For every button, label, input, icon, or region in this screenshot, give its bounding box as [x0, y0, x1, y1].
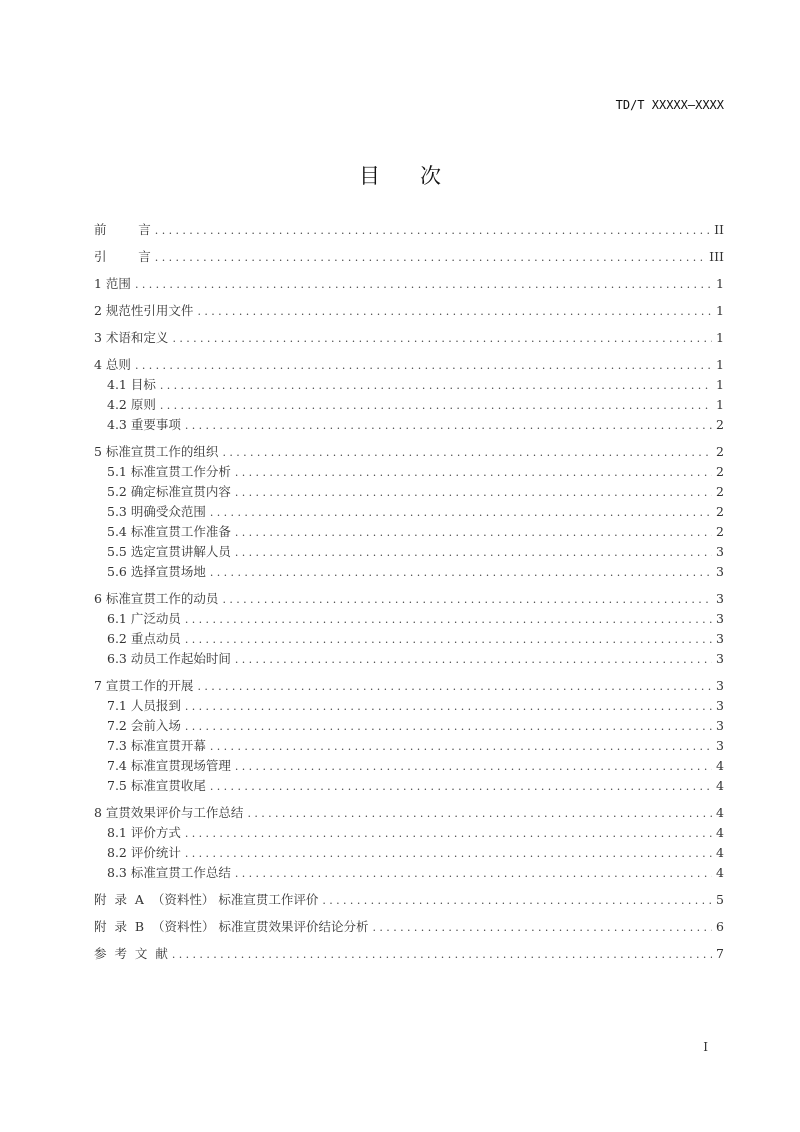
toc-entry-label: 5.5 选定宣贯讲解人员: [107, 544, 231, 559]
toc-entry-page: 3: [716, 564, 724, 579]
toc-entry-page: 3: [716, 738, 724, 753]
toc-entry-label: 6.3 动员工作起始时间: [107, 651, 231, 666]
dot-leader: [235, 864, 712, 884]
toc-entry-label: 7.2 会前入场: [107, 718, 181, 733]
dot-leader: [235, 757, 712, 777]
dot-leader: [235, 523, 712, 543]
toc-entry-page: 2: [716, 484, 724, 499]
dot-leader: [235, 650, 712, 670]
dot-leader: [373, 918, 713, 938]
table-of-contents: [94, 220, 724, 964]
toc-entry-page: 1: [716, 330, 724, 345]
toc-entry-label: 5.2 确定标准宣贯内容: [107, 484, 231, 499]
dot-leader: [155, 248, 705, 268]
toc-entry-label: 前 言: [94, 222, 151, 237]
toc-entry[interactable]: [94, 542, 724, 562]
toc-entry-label: 附 录 B （资料性） 标准宣贯效果评价结论分析: [94, 919, 369, 934]
toc-entry-page: III: [709, 249, 724, 264]
dot-leader: [235, 543, 712, 563]
dot-leader: [185, 610, 712, 630]
toc-entry-label: 8.1 评价方式: [107, 825, 181, 840]
toc-entry[interactable]: [94, 696, 724, 716]
toc-entry-page: 7: [716, 946, 724, 961]
toc-entry[interactable]: [94, 442, 724, 462]
toc-entry-label: 5.4 标准宣贯工作准备: [107, 524, 231, 539]
dot-leader: [160, 396, 712, 416]
dot-leader: [222, 590, 712, 610]
dot-leader: [172, 945, 712, 965]
toc-entry-page: 1: [716, 303, 724, 318]
toc-entry-page: 1: [716, 397, 724, 412]
toc-entry-label: 7.5 标准宣贯收尾: [107, 778, 206, 793]
dot-leader: [135, 356, 712, 376]
title-char-2: 次: [420, 164, 441, 188]
dot-leader: [210, 777, 712, 797]
toc-entry[interactable]: [94, 649, 724, 669]
toc-entry-page: 2: [716, 444, 724, 459]
toc-entry[interactable]: [94, 328, 724, 348]
dot-leader: [210, 737, 712, 757]
toc-entry-page: 3: [716, 591, 724, 606]
toc-entry-page: 2: [716, 524, 724, 539]
toc-entry-label: 4.1 目标: [107, 377, 156, 392]
toc-entry[interactable]: [94, 247, 724, 267]
dot-leader: [185, 630, 712, 650]
toc-entry[interactable]: [94, 716, 724, 736]
toc-entry-label: 8.3 标准宣贯工作总结: [107, 865, 231, 880]
toc-entry-label: 5.3 明确受众范围: [107, 504, 206, 519]
toc-entry-label: 4.2 原则: [107, 397, 156, 412]
toc-entry-label: 6 标准宣贯工作的动员: [94, 591, 219, 606]
toc-entry[interactable]: [94, 776, 724, 796]
toc-entry-label: 5.6 选择宣贯场地: [107, 564, 206, 579]
dot-leader: [185, 824, 712, 844]
toc-entry-page: 4: [716, 758, 724, 773]
dot-leader: [185, 717, 712, 737]
dot-leader: [135, 275, 712, 295]
dot-leader: [185, 697, 712, 717]
toc-entry[interactable]: [94, 676, 724, 696]
toc-entry-label: 7.4 标准宣贯现场管理: [107, 758, 231, 773]
toc-entry-page: 3: [716, 611, 724, 626]
title-char-1: 目: [359, 164, 380, 188]
toc-entry-label: 7.1 人员报到: [107, 698, 181, 713]
toc-entry-label: 6.2 重点动员: [107, 631, 181, 646]
toc-entry-label: 7 宣贯工作的开展: [94, 678, 194, 693]
toc-entry-label: 4.3 重要事项: [107, 417, 181, 432]
toc-entry-label: 2 规范性引用文件: [94, 303, 194, 318]
toc-entry-page: 2: [716, 417, 724, 432]
dot-leader: [197, 302, 712, 322]
toc-entry-page: 4: [716, 778, 724, 793]
toc-entry[interactable]: [94, 917, 724, 937]
dot-leader: [172, 329, 712, 349]
toc-entry[interactable]: [94, 890, 724, 910]
page-title: [0, 160, 800, 190]
toc-entry-label: 5 标准宣贯工作的组织: [94, 444, 219, 459]
toc-entry[interactable]: [94, 415, 724, 435]
toc-entry-page: 3: [716, 698, 724, 713]
toc-entry[interactable]: [94, 462, 724, 482]
toc-entry-page: 2: [716, 504, 724, 519]
toc-entry-label: 6.1 广泛动员: [107, 611, 181, 626]
toc-entry[interactable]: [94, 944, 724, 964]
toc-entry[interactable]: [94, 736, 724, 756]
dot-leader: [160, 376, 712, 396]
toc-entry-page: 4: [716, 805, 724, 820]
toc-entry-page: 3: [716, 718, 724, 733]
toc-entry[interactable]: [94, 562, 724, 582]
toc-entry[interactable]: [94, 395, 724, 415]
toc-entry-label: 7.3 标准宣贯开幕: [107, 738, 206, 753]
toc-entry-page: 3: [716, 544, 724, 559]
toc-entry[interactable]: [94, 220, 724, 240]
toc-entry[interactable]: [94, 803, 724, 823]
dot-leader: [222, 443, 712, 463]
toc-entry-page: 4: [716, 865, 724, 880]
toc-entry[interactable]: [94, 482, 724, 502]
toc-entry-label: 3 术语和定义: [94, 330, 169, 345]
toc-entry-label: 8.2 评价统计: [107, 845, 181, 860]
toc-entry[interactable]: [94, 823, 724, 843]
toc-entry-page: 3: [716, 678, 724, 693]
toc-entry-label: 8 宣贯效果评价与工作总结: [94, 805, 244, 820]
toc-entry-page: 1: [716, 377, 724, 392]
dot-leader: [185, 844, 712, 864]
toc-entry-page: 5: [716, 892, 724, 907]
toc-entry[interactable]: [94, 629, 724, 649]
toc-entry-label: 1 范围: [94, 276, 131, 291]
toc-entry[interactable]: [94, 301, 724, 321]
dot-leader: [185, 416, 712, 436]
toc-entry[interactable]: [94, 756, 724, 776]
toc-entry-page: 2: [716, 464, 724, 479]
toc-entry[interactable]: [94, 355, 724, 375]
toc-entry-page: 6: [716, 919, 724, 934]
toc-entry-label: 引 言: [94, 249, 151, 264]
toc-entry-label: 参 考 文 献: [94, 946, 168, 961]
toc-entry[interactable]: [94, 375, 724, 395]
dot-leader: [155, 221, 710, 241]
toc-entry[interactable]: [94, 843, 724, 863]
toc-entry-page: II: [714, 222, 724, 237]
dot-leader: [247, 804, 712, 824]
dot-leader: [235, 483, 712, 503]
toc-entry-page: 1: [716, 357, 724, 372]
dot-leader: [210, 563, 712, 583]
toc-entry-page: 4: [716, 825, 724, 840]
toc-entry[interactable]: [94, 522, 724, 542]
toc-entry[interactable]: [94, 274, 724, 294]
toc-entry-label: 5.1 标准宣贯工作分析: [107, 464, 231, 479]
document-code: TD/T XXXXX—XXXX: [615, 98, 724, 112]
dot-leader: [322, 891, 712, 911]
toc-entry[interactable]: [94, 609, 724, 629]
toc-entry-page: 4: [716, 845, 724, 860]
toc-entry[interactable]: [94, 589, 724, 609]
dot-leader: [235, 463, 712, 483]
dot-leader: [197, 677, 712, 697]
page-number: I: [703, 1040, 708, 1054]
toc-entry-label: 附 录 A （资料性） 标准宣贯工作评价: [94, 892, 319, 907]
toc-entry[interactable]: [94, 502, 724, 522]
toc-entry-page: 3: [716, 631, 724, 646]
dot-leader: [210, 503, 712, 523]
toc-entry-page: 1: [716, 276, 724, 291]
toc-entry-page: 3: [716, 651, 724, 666]
toc-entry[interactable]: [94, 863, 724, 883]
toc-entry-label: 4 总则: [94, 357, 131, 372]
